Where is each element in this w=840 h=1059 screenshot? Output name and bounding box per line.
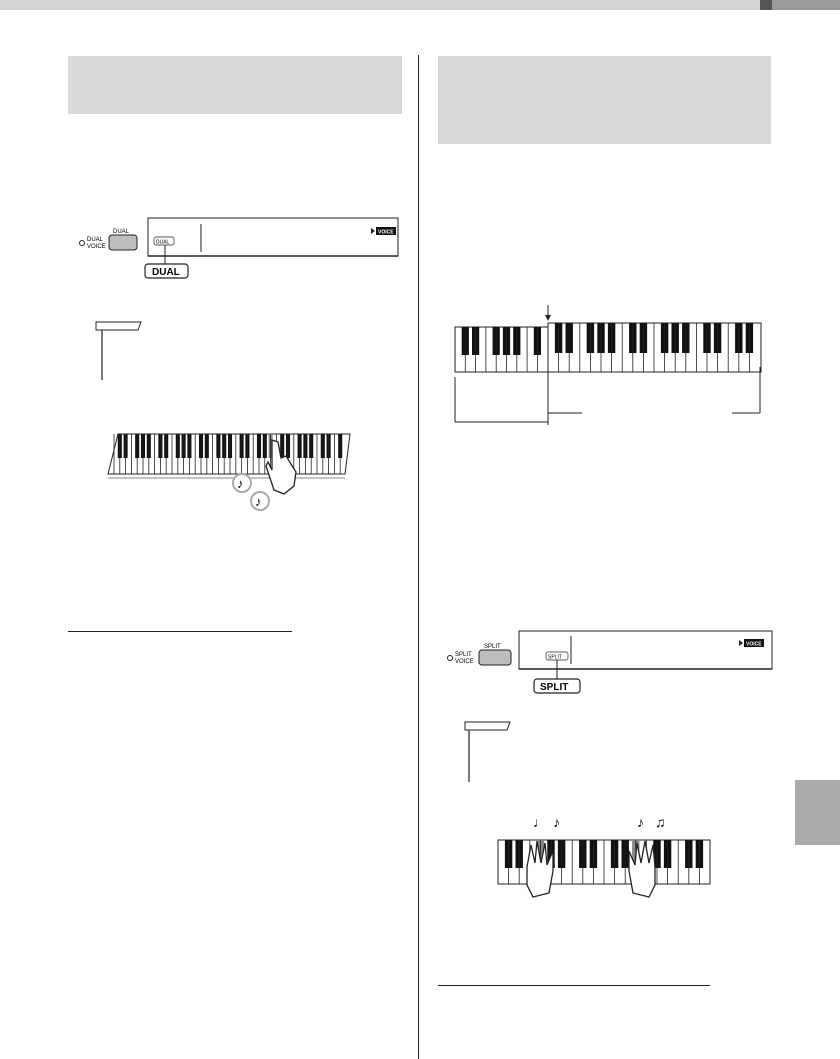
split-callout-label: SPLIT: [540, 682, 569, 693]
svg-text:♪: ♪: [255, 494, 262, 509]
dual-lamp-icon: [80, 241, 85, 246]
header-bar: [0, 0, 760, 10]
music-note-icon: ♫: [655, 815, 666, 830]
split-lamp-label-2: VOICE: [455, 659, 474, 665]
section-rule-right: [438, 985, 710, 986]
split-button-label: SPLIT: [484, 644, 501, 650]
chapter-tab: [795, 780, 840, 845]
note-tab-icon-right: [464, 720, 514, 784]
split-panel-illustration: [440, 628, 780, 696]
section-rule-left: [68, 631, 292, 632]
music-note-icon: ♪: [553, 815, 560, 830]
music-note-icon: ♪: [637, 815, 644, 830]
dual-display: [148, 218, 398, 256]
dual-lamp-label-2: VOICE: [87, 244, 106, 250]
section-title-box-dual: [68, 56, 402, 114]
dual-lamp-label-1: DUAL: [87, 237, 104, 243]
voice-tag: VOICE: [378, 229, 394, 236]
split-point-keyboard: [450, 305, 770, 430]
voice-tag: VOICE: [746, 641, 762, 648]
svg-text:♪: ♪: [237, 476, 244, 491]
split-display-indicator: SPLIT: [548, 654, 562, 661]
dual-display-indicator: DUAL: [156, 239, 170, 246]
music-note-icon: ♩: [533, 815, 547, 830]
dual-panel-illustration: [70, 212, 410, 280]
note-tab-icon-left: [95, 320, 145, 382]
dual-callout-label: DUAL: [152, 267, 180, 278]
dual-button[interactable]: [109, 235, 137, 250]
split-button[interactable]: [479, 650, 511, 665]
dual-keyboard-illustration: [100, 428, 355, 513]
split-lamp-icon: [448, 656, 453, 661]
split-hands-keyboard: [495, 815, 715, 910]
header-bar-marker: [760, 0, 772, 10]
dual-button-label: DUAL: [113, 229, 130, 235]
column-divider: [418, 55, 419, 1059]
arrow-down-icon: [545, 305, 551, 321]
header-bar-accent: [772, 0, 840, 10]
split-lamp-label-1: SPLIT: [455, 652, 472, 658]
section-title-box-split: [438, 56, 771, 144]
